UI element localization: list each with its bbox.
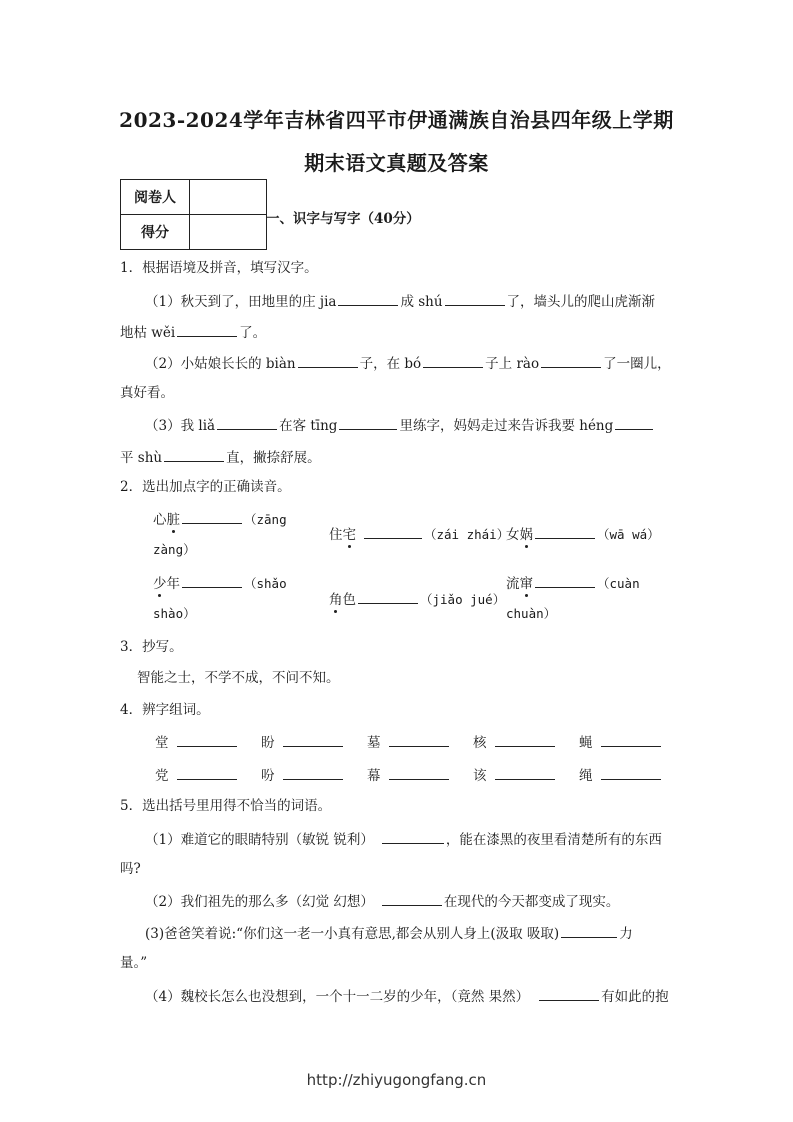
char: 心 [153,512,167,528]
score-table [120,179,267,250]
q1-s3-line1 [145,414,655,436]
blank [495,764,555,780]
q3-stem: 3．抄写。 [120,639,183,655]
char: 吩 [261,768,275,784]
blank [364,523,422,539]
reviewer-label: 阅卷人 [121,180,190,215]
text: 在客 tīng [279,418,338,434]
q4-stem: 4．辨字组词。 [120,702,210,718]
text: （3）我 liǎ [145,418,216,434]
dotted-char: 宅 [342,527,356,543]
dotted-char: 角 [329,592,343,608]
pinyin-options: （wā wá） [597,527,660,542]
text: （4）魏校长怎么也没想到，一个十一二岁的少年，（竟然 果然） [145,989,530,1005]
char: 色 [342,592,356,608]
char: 绳 [579,768,593,784]
q2-item-4-cont: shào） [153,606,196,621]
text: 成 shú [400,294,443,310]
text: 子，在 bó [359,356,422,372]
blank [298,352,358,368]
q2-item-1 [153,508,287,530]
char: 蝇 [579,735,593,751]
blank [182,572,242,588]
blank [601,731,661,747]
q4-row-1 [155,731,669,753]
score-label: 得分 [121,215,190,250]
text: 里练字，妈妈走过来告诉我要 héng [399,418,614,434]
q1-stem: 1．根据语境及拼音，填写汉字。 [120,260,318,276]
text: 力 [619,926,633,942]
blank [283,731,343,747]
blank [601,764,661,780]
text: 地枯 wěi [120,325,176,341]
pinyin-options: （shǎo [244,576,287,591]
blank [338,290,398,306]
q2-item-6 [506,572,640,594]
text: 了。 [239,325,267,341]
blank [164,446,224,462]
blank [615,414,653,430]
text: ，能在漆黑的夜里看清楚所有的东西 [445,832,662,848]
text: 有如此的抱 [601,989,669,1005]
text: 了一圈儿， [603,356,671,372]
dotted-char: 娲 [519,527,533,543]
text: （2）小姑娘长长的 biàn [145,356,296,372]
text: （1）秋天到了，田地里的庄 jia [145,294,337,310]
blank [177,321,237,337]
blank [382,828,444,844]
q1-s1-line2 [120,321,266,343]
pinyin-options: （cuàn [597,576,640,591]
text: （2）我们祖先的那么多（幻觉 幻想） [145,894,374,910]
q2-item-4 [153,572,287,594]
char: 核 [473,735,487,751]
pinyin-options: （zāng [244,512,287,527]
q1-s1-line1 [145,290,655,312]
char: 墓 [367,735,381,751]
char: 女 [506,527,520,543]
blank [535,523,595,539]
q5-stem: 5．选出括号里用得不恰当的词语。 [120,798,332,814]
char: 盼 [261,735,275,751]
blank [535,572,595,588]
q5-s1-line1 [145,828,662,850]
q2-item-2 [329,523,509,545]
q5-s3-line1 [145,922,633,944]
text: 子上 rào [485,356,540,372]
dotted-char: 少 [153,576,167,592]
q1-s2-line2: 真好看。 [120,385,174,401]
text: 了，墙头儿的爬山虎渐渐 [506,294,656,310]
q2-item-5 [329,588,505,610]
q1-s2-line1 [145,352,671,374]
q5-s4-line1 [145,985,669,1007]
blank [339,414,397,430]
blank [445,290,505,306]
text: (3)爸爸笑着说:“你们这一老一小真有意思,都会从别人身上(汲取 吸取) [145,926,560,942]
char: 年 [166,576,180,592]
text: 在现代的今天都变成了现实。 [443,894,620,910]
text: 平 shù [120,450,163,466]
dotted-char: 脏 [166,512,180,528]
blank [217,414,277,430]
blank [495,731,555,747]
blank [177,731,237,747]
document-title-line1: 2023-2024学年吉林省四平市伊通满族自治县四年级上学期 [119,108,674,132]
q2-item-3 [506,523,660,545]
q1-s3-line2 [120,446,321,468]
char: 住 [329,527,343,543]
blank [389,764,449,780]
section-heading: 一、识字与写字（40分） [266,211,420,227]
blank [177,764,237,780]
blank [561,922,617,938]
blank [389,731,449,747]
q5-s3-line2: 量。” [120,955,148,971]
blank [382,890,442,906]
pinyin-options: （zái zhái） [424,527,510,542]
blank [541,352,601,368]
char: 该 [473,768,487,784]
blank [423,352,483,368]
q3-text: 智能之士，不学不成，不问不知。 [137,670,340,686]
char: 党 [155,768,169,784]
footer-url: http://zhiyugongfang.cn [306,1071,487,1089]
q4-row-2 [155,764,669,786]
pinyin-options: （jiǎo jué） [420,592,506,607]
blank [358,588,418,604]
score-cell [190,215,267,250]
blank [283,764,343,780]
blank [182,508,242,524]
char: 幕 [367,768,381,784]
blank [539,985,599,1001]
document-title-line2: 期末语文真题及答案 [304,151,489,175]
q5-s2 [145,890,619,912]
q2-item-1-cont: zàng） [153,542,196,557]
reviewer-cell [190,180,267,215]
char: 流 [506,576,520,592]
char: 堂 [155,735,169,751]
text: 直，撇捺舒展。 [226,450,321,466]
dotted-char: 窜 [519,576,533,592]
text: （1）难道它的眼睛特别（敏锐 锐利） [145,832,374,848]
q2-stem: 2．选出加点字的正确读音。 [120,479,291,495]
q2-item-6-cont: chuàn） [506,606,557,621]
q5-s1-line2: 吗? [120,861,141,877]
